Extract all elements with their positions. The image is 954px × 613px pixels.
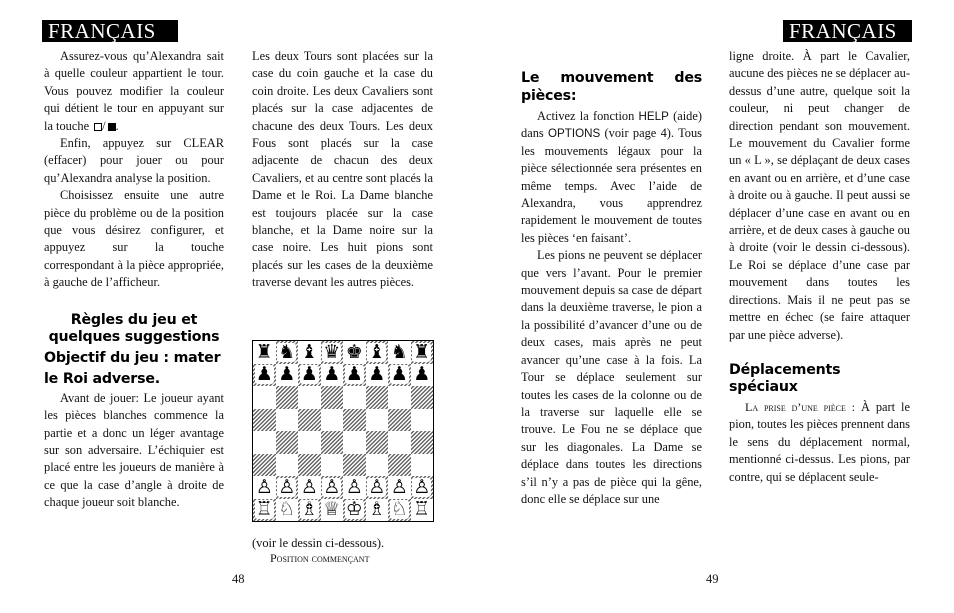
header-right: FRANÇAIS <box>783 20 912 42</box>
board-square <box>321 499 344 522</box>
paragraph: Choisissez ensuite une autre pièce du problème ou de la position que vous désirez configurer, et appuyez sur la touche correspondant à la pièce appropriée, à gauche de l’afficheur. <box>44 188 224 290</box>
page-number-left: 48 <box>232 572 245 586</box>
board-square <box>321 476 344 499</box>
board-square <box>388 341 411 364</box>
paragraph: Assurez-vous qu’Alexandra sait à quelle couleur appartient le tour. Vous pouvez modifier la couleur qui détient le tour en appuyant sur la touche / . <box>44 49 224 133</box>
board-square <box>411 499 434 522</box>
help-key-label: HELP <box>638 110 669 123</box>
board-square <box>298 341 321 364</box>
section-heading: Règles du jeu et quelques suggestions <box>48 311 220 346</box>
board-square <box>321 386 344 409</box>
board-square <box>343 409 366 432</box>
page-number-right: 49 <box>706 572 719 586</box>
board-square <box>411 409 434 432</box>
section-heading: Objectif du jeu : mater le Roi adverse. <box>44 349 221 387</box>
board-square <box>276 364 299 387</box>
board-square <box>276 431 299 454</box>
board-square <box>366 409 389 432</box>
board-square <box>411 476 434 499</box>
board-square <box>253 409 276 432</box>
board-square <box>253 431 276 454</box>
board-square <box>253 386 276 409</box>
board-square <box>343 341 366 364</box>
chess-piece: ♙ <box>368 475 386 498</box>
board-square <box>343 364 366 387</box>
board-square <box>298 431 321 454</box>
text: Activez la fonction <box>537 109 639 123</box>
column-1 <box>44 48 224 512</box>
board-square <box>276 499 299 522</box>
chess-piece: ♙ <box>345 475 363 498</box>
empty-square-icon <box>94 123 102 131</box>
board-square <box>298 409 321 432</box>
board-square <box>388 409 411 432</box>
board-square <box>321 341 344 364</box>
board-square <box>366 454 389 477</box>
board-square <box>366 386 389 409</box>
board-square <box>321 364 344 387</box>
run-in-heading: La prise d’une pièce : <box>745 399 856 414</box>
chess-piece: ♜ <box>255 340 273 363</box>
chess-piece: ♛ <box>323 340 341 363</box>
board-square <box>253 454 276 477</box>
chess-piece: ♔ <box>345 498 363 521</box>
board-square <box>411 431 434 454</box>
board-square <box>343 431 366 454</box>
chess-piece: ♝ <box>300 340 318 363</box>
board-square <box>276 409 299 432</box>
column-2 <box>252 48 433 292</box>
text: (aide) dans <box>521 109 702 141</box>
chess-piece: ♞ <box>390 340 408 363</box>
board-square <box>276 476 299 499</box>
board-square <box>411 454 434 477</box>
chessboard <box>252 340 434 522</box>
board-square <box>366 341 389 364</box>
board-square <box>411 364 434 387</box>
board-square <box>298 364 321 387</box>
chess-piece: ♙ <box>323 475 341 498</box>
board-square <box>321 454 344 477</box>
board-square <box>343 499 366 522</box>
paragraph: Avant de jouer: Le joueur ayant les pièces blanches commence la partie et a donc un léger avantage sur son adversaire. L’échiquier est placé entre les joueurs de manière à ce que la case d’angle à droite de chaque joueur soit blanche. <box>44 390 224 510</box>
board-square <box>343 476 366 499</box>
caption-title: Position commençant <box>270 551 370 566</box>
column-4 <box>729 48 910 486</box>
text: Assurez-vous qu’Alexandra sait à quelle couleur appartient le tour. Vous pouvez modifier la couleur qui détient le tour en appuyant sur la touche <box>44 49 224 133</box>
chess-piece: ♗ <box>300 498 318 521</box>
chess-piece: ♚ <box>345 340 363 363</box>
section-heading: Le mouvement des pièces: <box>521 70 702 104</box>
board-square <box>253 364 276 387</box>
paragraph <box>729 399 910 486</box>
chess-piece: ♟ <box>368 363 386 386</box>
board-square <box>388 454 411 477</box>
paragraph: Enfin, appuyez sur CLEAR (effacer) pour jouer ou pour qu’Alexandra analyse la position. <box>44 136 224 185</box>
board-square <box>298 499 321 522</box>
board-square <box>388 476 411 499</box>
board-square <box>321 431 344 454</box>
chess-piece: ♟ <box>278 363 296 386</box>
text: À part le pion, toutes les pièces prennent dans le sens du déplacement normal, mentionné ci-dessus. Les pions, par contre, qui se déplacent seule- <box>729 399 910 484</box>
board-square <box>388 431 411 454</box>
chess-piece: ♞ <box>278 340 296 363</box>
column-3 <box>521 70 702 508</box>
options-key-label: OPTIONS <box>548 127 601 141</box>
chess-piece: ♕ <box>323 498 341 521</box>
chess-piece: ♟ <box>345 363 363 386</box>
chess-piece: ♟ <box>300 363 318 386</box>
board-square <box>321 409 344 432</box>
board-square <box>366 499 389 522</box>
chess-piece: ♟ <box>323 363 341 386</box>
board-square <box>411 386 434 409</box>
board-square <box>298 454 321 477</box>
chess-piece: ♙ <box>390 475 408 498</box>
header-left: FRANÇAIS <box>42 20 178 42</box>
chess-piece: ♜ <box>413 340 431 363</box>
board-square <box>388 386 411 409</box>
paragraph: Les pions ne peuvent se déplacer que vers l’avant. Pour le premier mouvement depuis sa case de départ dans la deuxième traverse, le pion a la possibilité d’avancer d’une ou de deux cases, mais après ne peut avancer qu’une case à la fois. La Tour se déplace seulement sur toutes les cases de la colonne ou de la traverse sur laquelle elle se trouve. Le Fou ne se déplace que sur les diagonales. La Dame se déplace dans toutes les directions s’il n’y a pas de pièce qui la gêne, donc elle se déplace sur une <box>521 248 702 506</box>
chess-piece: ♙ <box>255 475 273 498</box>
chess-piece: ♗ <box>368 498 386 521</box>
board-square <box>366 476 389 499</box>
caption-line: (voir le dessin ci-dessous). <box>252 536 385 550</box>
board-square <box>366 364 389 387</box>
text: . <box>115 118 119 133</box>
board-square <box>253 499 276 522</box>
chess-piece: ♖ <box>413 498 431 521</box>
chess-piece: ♖ <box>255 498 273 521</box>
board-square <box>298 386 321 409</box>
paragraph: Les deux Tours sont placées sur la case du coin gauche et la case du coin droite. Les deux Cavaliers sont placés sur la case adjacentes de chacune des deux Tours. Les deux Fous sont placés sur la case adjacente de chacun des deux Cavaliers, et au centre sont placés la Dame et le Roi. La Dame blanche est toujours placée sur la case blanche, et la Dame noire sur la case noire. Les huit pions sont placés sur les cases de la deuxième traverse devant les autres pièces. <box>252 49 433 290</box>
chess-piece: ♙ <box>278 475 296 498</box>
chess-piece: ♙ <box>300 475 318 498</box>
chess-piece: ♘ <box>278 498 296 521</box>
board-square <box>253 341 276 364</box>
chess-piece: ♟ <box>390 363 408 386</box>
board-square <box>276 454 299 477</box>
chess-piece: ♝ <box>368 340 386 363</box>
chess-piece: ♘ <box>390 498 408 521</box>
board-square <box>411 341 434 364</box>
board-square <box>276 386 299 409</box>
board-square <box>343 454 366 477</box>
chess-piece: ♟ <box>255 363 273 386</box>
board-square <box>343 386 366 409</box>
chess-piece: ♙ <box>413 475 431 498</box>
board-caption <box>252 535 433 564</box>
board-square <box>253 476 276 499</box>
board-square <box>366 431 389 454</box>
paragraph <box>521 108 702 247</box>
board-square <box>388 364 411 387</box>
filled-square-icon <box>108 123 116 131</box>
board-square <box>298 476 321 499</box>
board-square <box>276 341 299 364</box>
board-square <box>388 499 411 522</box>
section-heading: Déplacements spéciaux <box>729 361 841 396</box>
paragraph: ligne droite. À part le Cavalier, aucune des pièces ne se déplacer au-dessus d’une autre, quelque soit la couleur, ni peut changer de direction pendant son mouvement. Le mouvement du Cavalier forme un « L », se déplaçant de deux cases en avant ou en arrière, et d’une case à droite ou à gauche. Il peut aussi se déplacer d’une case en avant ou en arrière, et de deux cases à gauche ou à droite (voir le dessin ci-dessous). Le Roi se déplace d’une case par mouvement dans toutes les directions. Mais il ne peut pas se mettre en échec (se faire attaquer par une pièce adverse). <box>729 49 910 342</box>
text: (voir page 4). Tous les mouvements légaux pour la pièce sélectionnée sera présentes en même temps. Avec l’aide de Alexandra, vous apprendrez rapidement le mouvement de toutes les pièces ‘en faisant’. <box>521 126 702 245</box>
chess-piece: ♟ <box>413 363 431 386</box>
